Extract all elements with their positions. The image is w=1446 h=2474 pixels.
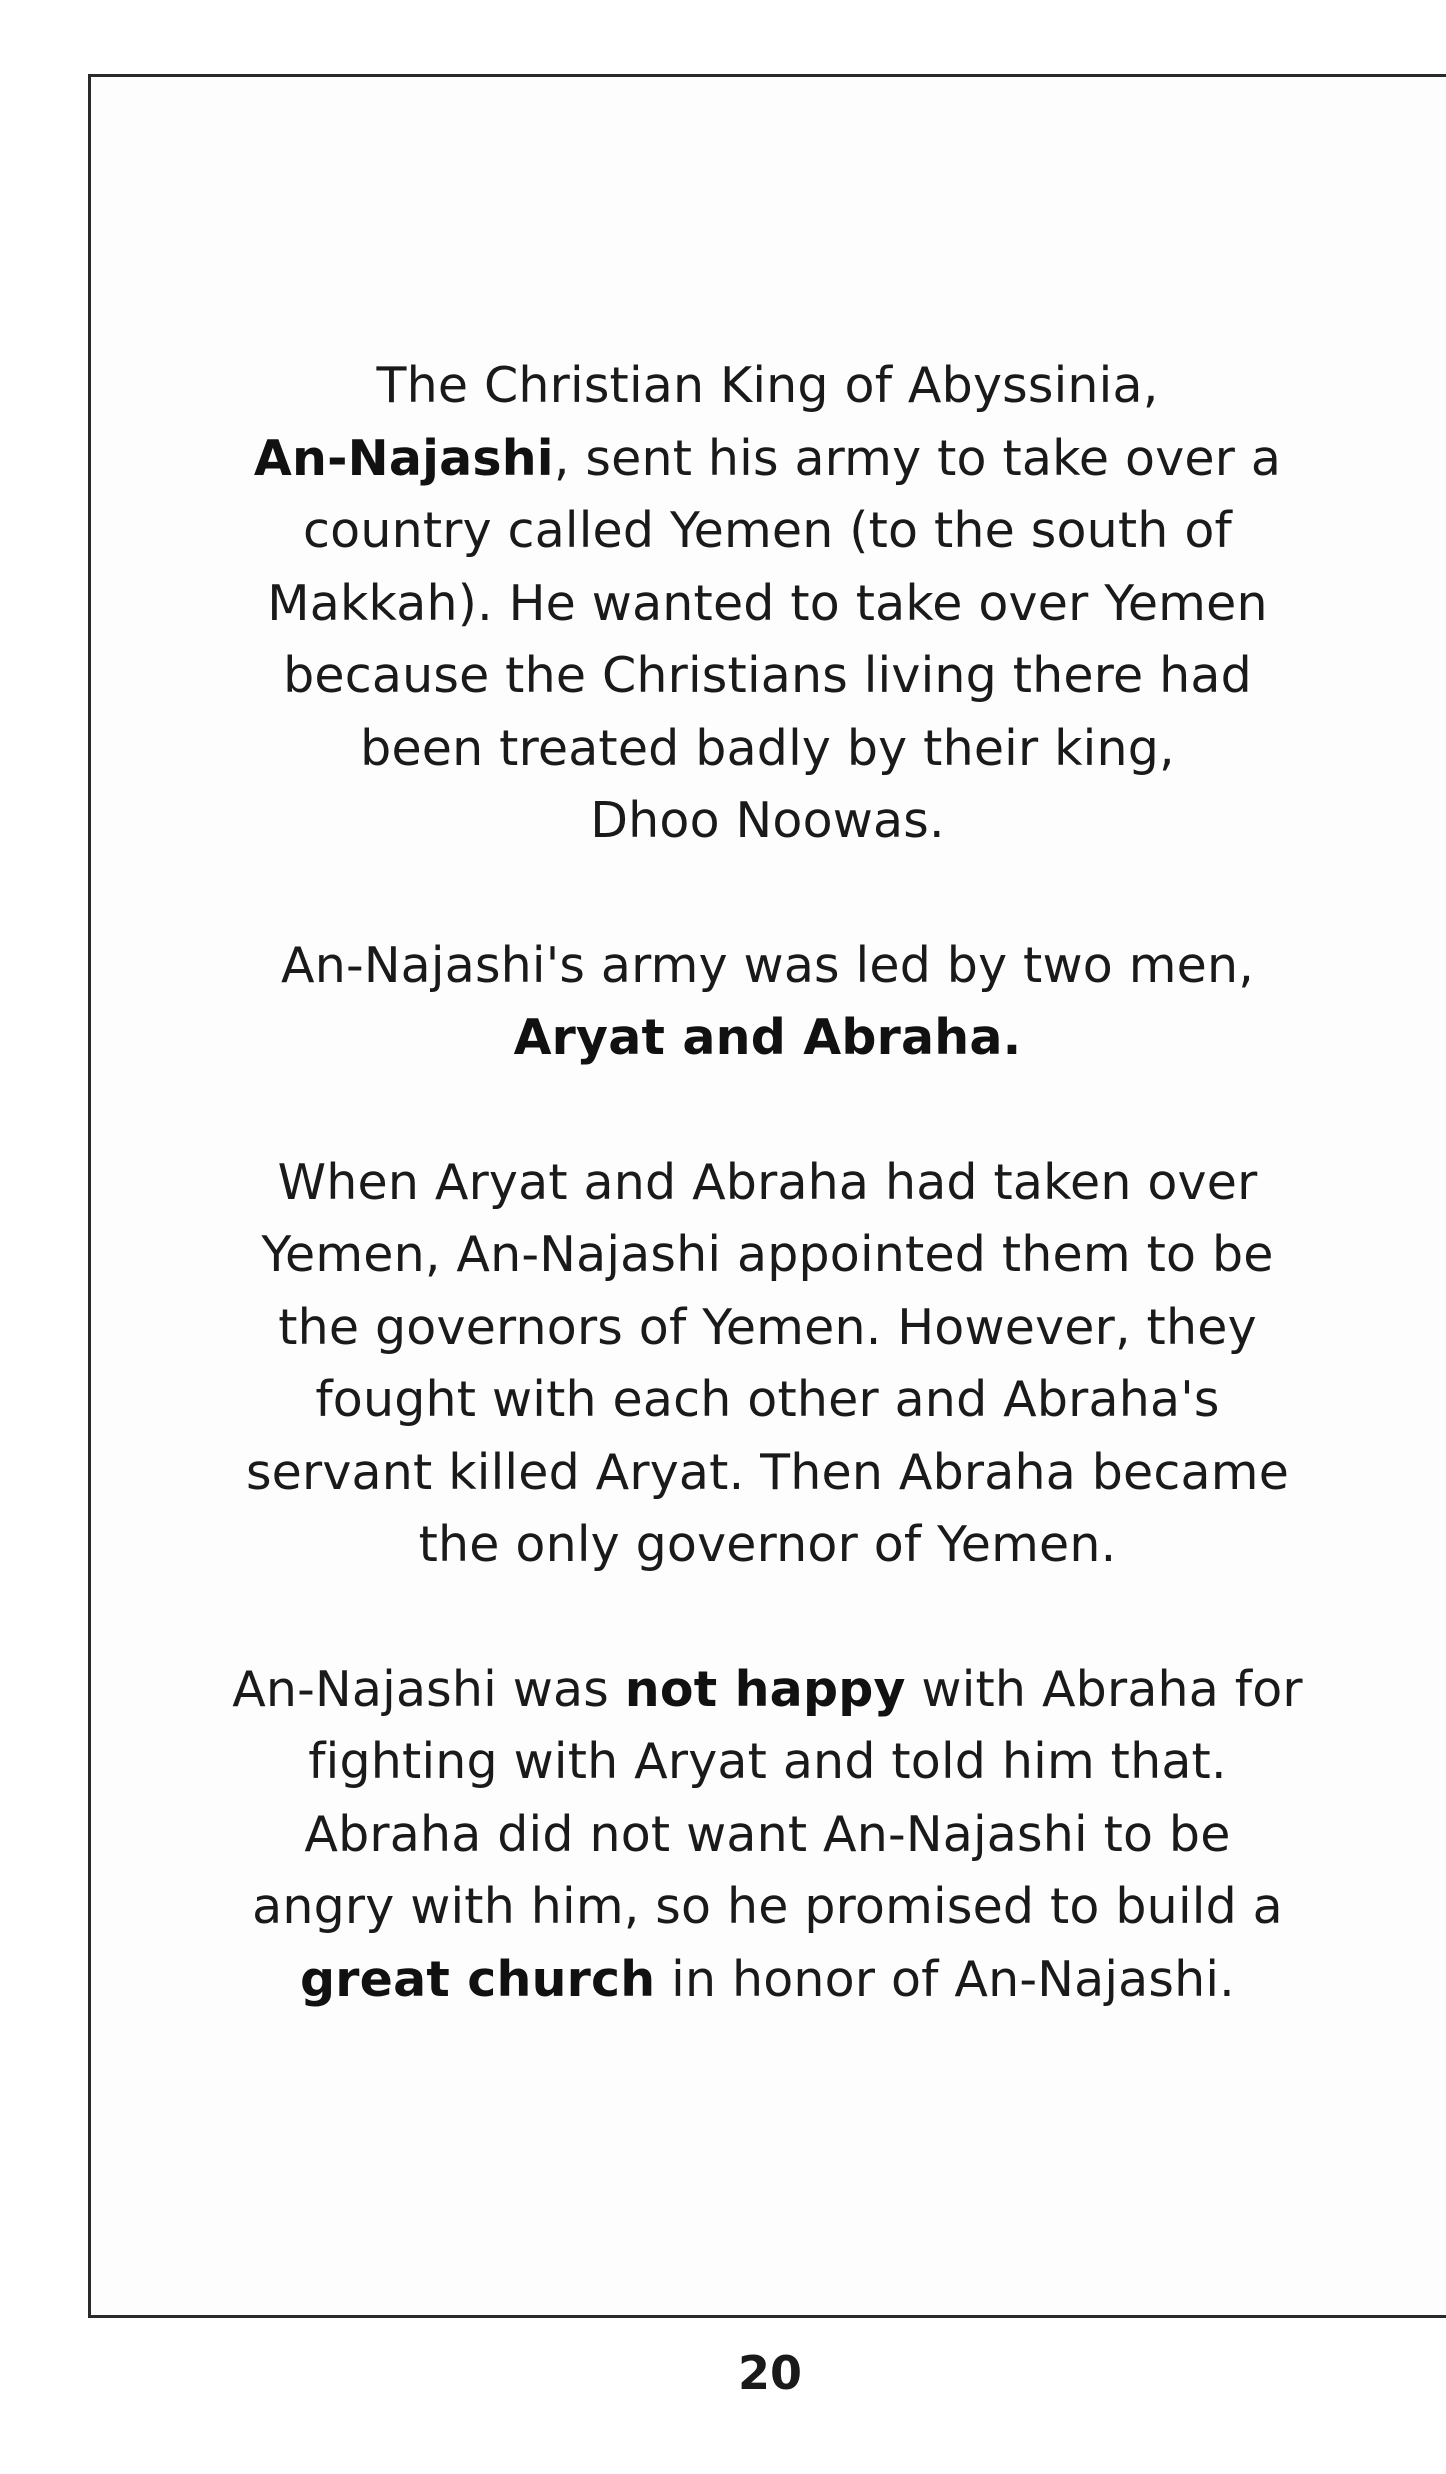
text-line: Yemen, An-Najashi appointed them to be — [261, 1226, 1274, 1283]
body-text — [91, 350, 1446, 2088]
text-line — [146, 423, 1389, 496]
page-frame — [88, 74, 1446, 2318]
text-fragment: in honor of An-Najashi. — [655, 1950, 1235, 2008]
text-line: because the Christians living there had — [283, 647, 1252, 704]
bold-names: Aryat and Abraha. — [513, 1009, 1022, 1066]
text-line: An-Najashi's army was led by two men, — [280, 936, 1255, 994]
text-line: fighting with Aryat and told him that. — [308, 1733, 1227, 1790]
text-line — [146, 1002, 1389, 1075]
bold-phrase: great church — [300, 1950, 656, 2008]
text-fragment: with Abraha for — [905, 1660, 1303, 1718]
text-line: fought with each other and Abraha's — [315, 1371, 1220, 1428]
text-line — [146, 1944, 1389, 2017]
bold-phrase: not happy — [624, 1660, 906, 1718]
text-line: angry with him, so he promised to build a — [252, 1878, 1283, 1935]
text-line: Makkah). He wanted to take over Yemen — [267, 574, 1268, 632]
paragraph-1 — [146, 350, 1389, 858]
text-line: When Aryat and Abraha had taken over — [277, 1153, 1258, 1211]
text-fragment: , sent his army to take over a — [553, 429, 1282, 487]
text-line: the only governor of Yemen. — [418, 1516, 1117, 1573]
text-line: Abraha did not want An-Najashi to be — [304, 1805, 1231, 1863]
text-line: The Christian King of Abyssinia, — [376, 357, 1159, 414]
text-line: servant killed Aryat. Then Abraha became — [245, 1443, 1290, 1501]
text-line: the governors of Yemen. However, they — [278, 1298, 1257, 1356]
text-line: country called Yemen (to the south of — [303, 502, 1232, 559]
page-number: 20 — [737, 2346, 802, 2400]
paragraph-3 — [146, 1147, 1389, 1582]
text-fragment: An-Najashi was — [232, 1660, 625, 1718]
paragraph-2 — [146, 930, 1389, 1075]
text-line: Dhoo Noowas. — [590, 792, 945, 849]
paragraph-4 — [146, 1654, 1389, 2017]
bold-name: An-Najashi — [253, 429, 554, 487]
text-line — [146, 1654, 1389, 1727]
text-line: been treated badly by their king, — [360, 719, 1175, 777]
